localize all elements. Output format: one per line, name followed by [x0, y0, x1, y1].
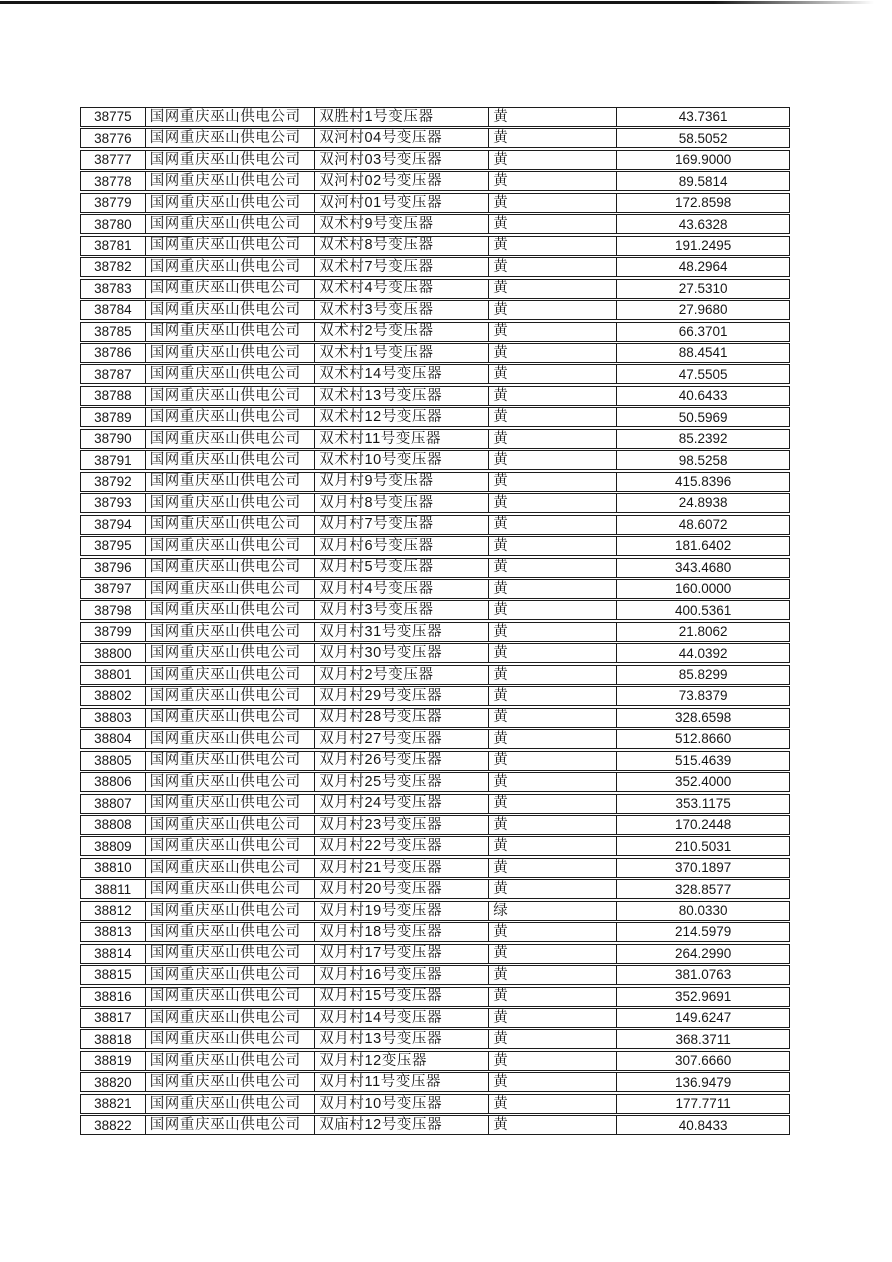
- table-row: [80, 1008, 790, 1028]
- value-cell: 43.6328: [678, 216, 728, 232]
- table-row: [80, 364, 790, 384]
- company-cell: 国网重庆巫山供电公司: [146, 559, 316, 577]
- record-id-cell: 38814: [81, 945, 146, 963]
- table-row: [80, 944, 790, 964]
- table-row: [80, 987, 790, 1007]
- record-id-cell: 38782: [81, 258, 146, 276]
- record-id-cell: 38789: [81, 408, 146, 426]
- status-cell: 黄: [489, 151, 617, 169]
- status-cell: 黄: [489, 730, 617, 748]
- transformer-name-cell: 双河村02号变压器: [315, 172, 489, 190]
- status-cell: 黄: [489, 323, 617, 341]
- transformer-name-cell: 双月村23号变压器: [315, 816, 489, 834]
- company-cell: 国网重庆巫山供电公司: [146, 451, 316, 469]
- record-id-cell: 38820: [81, 1073, 146, 1091]
- value-cell: 73.8379: [678, 688, 728, 704]
- record-id-cell: 38793: [81, 494, 146, 512]
- status-cell: 黄: [489, 752, 617, 770]
- status-cell: 黄: [489, 709, 617, 727]
- value-cell: 66.3701: [678, 323, 728, 339]
- table-row: [80, 686, 790, 706]
- company-cell: 国网重庆巫山供电公司: [146, 323, 316, 341]
- value-cell: 27.9680: [678, 302, 728, 318]
- value-cell: 50.5969: [678, 409, 728, 425]
- company-cell: 国网重庆巫山供电公司: [146, 516, 316, 534]
- company-cell: 国网重庆巫山供电公司: [146, 172, 316, 190]
- company-cell: 国网重庆巫山供电公司: [146, 816, 316, 834]
- table-row: [80, 836, 790, 856]
- value-cell: 48.2964: [678, 259, 728, 275]
- table-row: [80, 450, 790, 470]
- table-row: [80, 536, 790, 556]
- table-row: [80, 1051, 790, 1071]
- company-cell: 国网重庆巫山供电公司: [146, 601, 316, 619]
- status-cell: 黄: [489, 537, 617, 555]
- value-cell: 48.6072: [678, 516, 728, 532]
- record-id-cell: 38809: [81, 837, 146, 855]
- table-row: [80, 407, 790, 427]
- status-cell: 黄: [489, 129, 617, 147]
- table-row: [80, 794, 790, 814]
- value-cell: 352.9691: [674, 988, 732, 1004]
- value-cell: 328.8577: [674, 881, 732, 897]
- company-cell: 国网重庆巫山供电公司: [146, 988, 316, 1006]
- table-row: [80, 128, 790, 148]
- value-cell: 343.4680: [674, 559, 732, 575]
- company-cell: 国网重庆巫山供电公司: [146, 1095, 316, 1113]
- table-row: [80, 643, 790, 663]
- table-row: [80, 1094, 790, 1114]
- record-id-cell: 38775: [81, 108, 146, 126]
- company-cell: 国网重庆巫山供电公司: [146, 1052, 316, 1070]
- record-id-cell: 38822: [81, 1116, 146, 1134]
- value-cell: 353.1175: [675, 795, 731, 811]
- status-cell: 黄: [489, 408, 617, 426]
- record-id-cell: 38804: [81, 730, 146, 748]
- company-cell: 国网重庆巫山供电公司: [146, 1030, 316, 1048]
- transformer-name-cell: 双术村1号变压器: [315, 344, 489, 362]
- record-id-cell: 38797: [81, 580, 146, 598]
- status-cell: 黄: [489, 1095, 617, 1113]
- transformer-name-cell: 双月村18号变压器: [315, 923, 489, 941]
- status-cell: 黄: [489, 1052, 617, 1070]
- company-cell: 国网重庆巫山供电公司: [146, 837, 316, 855]
- value-cell: 307.6660: [674, 1053, 732, 1069]
- status-cell: 黄: [489, 644, 617, 662]
- status-cell: 黄: [489, 966, 617, 984]
- top-border-line: [0, 1, 892, 4]
- table-row: [80, 322, 790, 342]
- value-cell: 264.2990: [674, 945, 732, 961]
- company-cell: 国网重庆巫山供电公司: [146, 151, 316, 169]
- record-id-cell: 38776: [81, 129, 146, 147]
- table-row: [80, 622, 790, 642]
- record-id-cell: 38810: [81, 859, 146, 877]
- record-id-cell: 38817: [81, 1009, 146, 1027]
- value-cell: 328.6598: [674, 709, 732, 725]
- table-row: [80, 665, 790, 685]
- value-cell: 160.0000: [674, 581, 732, 597]
- company-cell: 国网重庆巫山供电公司: [146, 430, 316, 448]
- record-id-cell: 38808: [81, 816, 146, 834]
- value-cell: 43.7361: [678, 109, 728, 125]
- table-row: [80, 1072, 790, 1092]
- value-cell: 149.6247: [674, 1010, 732, 1026]
- record-id-cell: 38803: [81, 709, 146, 727]
- record-id-cell: 38801: [81, 666, 146, 684]
- transformer-name-cell: 双月村14号变压器: [315, 1009, 489, 1027]
- record-id-cell: 38780: [81, 215, 146, 233]
- transformer-name-cell: 双术村9号变压器: [315, 215, 489, 233]
- company-cell: 国网重庆巫山供电公司: [146, 215, 316, 233]
- status-cell: 黄: [489, 365, 617, 383]
- company-cell: 国网重庆巫山供电公司: [146, 344, 316, 362]
- value-cell: 169.9000: [674, 152, 732, 168]
- company-cell: 国网重庆巫山供电公司: [146, 494, 316, 512]
- transformer-name-cell: 双月村26号变压器: [315, 752, 489, 770]
- value-cell: 177.7711: [675, 1096, 731, 1112]
- status-cell: 黄: [489, 601, 617, 619]
- record-id-cell: 38783: [81, 280, 146, 298]
- company-cell: 国网重庆巫山供电公司: [146, 709, 316, 727]
- company-cell: 国网重庆巫山供电公司: [146, 194, 316, 212]
- transformer-name-cell: 双月村13号变压器: [315, 1030, 489, 1048]
- status-cell: 黄: [489, 494, 617, 512]
- value-cell: 40.6433: [678, 388, 728, 404]
- transformer-name-cell: 双术村2号变压器: [315, 323, 489, 341]
- transformer-name-cell: 双月村28号变压器: [315, 709, 489, 727]
- company-cell: 国网重庆巫山供电公司: [146, 537, 316, 555]
- value-cell: 370.1897: [674, 860, 732, 876]
- status-cell: 黄: [489, 580, 617, 598]
- table-row: [80, 1115, 790, 1135]
- value-cell: 21.8062: [678, 624, 728, 640]
- transformer-name-cell: 双月村6号变压器: [315, 537, 489, 555]
- table-row: [80, 965, 790, 985]
- value-cell: 47.5505: [678, 366, 728, 382]
- value-cell: 85.8299: [678, 667, 728, 683]
- value-cell: 40.8433: [678, 1117, 728, 1133]
- record-id-cell: 38807: [81, 795, 146, 813]
- company-cell: 国网重庆巫山供电公司: [146, 387, 316, 405]
- table-row: [80, 879, 790, 899]
- record-id-cell: 38781: [81, 237, 146, 255]
- transformer-name-cell: 双月村7号变压器: [315, 516, 489, 534]
- transformer-name-cell: 双月村11号变压器: [315, 1073, 489, 1091]
- value-cell: 191.2495: [674, 237, 732, 253]
- record-id-cell: 38792: [81, 473, 146, 491]
- value-cell: 181.6402: [674, 538, 732, 554]
- table-row: [80, 901, 790, 921]
- company-cell: 国网重庆巫山供电公司: [146, 365, 316, 383]
- record-id-cell: 38819: [81, 1052, 146, 1070]
- company-cell: 国网重庆巫山供电公司: [146, 730, 316, 748]
- status-cell: 黄: [489, 687, 617, 705]
- record-id-cell: 38813: [81, 923, 146, 941]
- value-cell: 58.5052: [678, 130, 728, 146]
- table-row: [80, 429, 790, 449]
- company-cell: 国网重庆巫山供电公司: [146, 1009, 316, 1027]
- record-id-cell: 38818: [81, 1030, 146, 1048]
- status-cell: 黄: [489, 945, 617, 963]
- value-cell: 352.4000: [674, 774, 732, 790]
- value-cell: 512.8660: [674, 731, 732, 747]
- record-id-cell: 38777: [81, 151, 146, 169]
- table-row: [80, 815, 790, 835]
- status-cell: 黄: [489, 194, 617, 212]
- transformer-name-cell: 双月村4号变压器: [315, 580, 489, 598]
- company-cell: 国网重庆巫山供电公司: [146, 859, 316, 877]
- company-cell: 国网重庆巫山供电公司: [146, 473, 316, 491]
- value-cell: 98.5258: [678, 452, 728, 468]
- record-id-cell: 38790: [81, 430, 146, 448]
- company-cell: 国网重庆巫山供电公司: [146, 580, 316, 598]
- company-cell: 国网重庆巫山供电公司: [146, 408, 316, 426]
- status-cell: 黄: [489, 666, 617, 684]
- transformer-table: [80, 107, 790, 1137]
- record-id-cell: 38798: [81, 601, 146, 619]
- record-id-cell: 38785: [81, 323, 146, 341]
- transformer-name-cell: 双月村20号变压器: [315, 880, 489, 898]
- value-cell: 80.0330: [678, 903, 728, 919]
- record-id-cell: 38816: [81, 988, 146, 1006]
- company-cell: 国网重庆巫山供电公司: [146, 129, 316, 147]
- table-row: [80, 193, 790, 213]
- status-cell: 黄: [489, 258, 617, 276]
- company-cell: 国网重庆巫山供电公司: [146, 902, 316, 920]
- status-cell: 黄: [489, 172, 617, 190]
- company-cell: 国网重庆巫山供电公司: [146, 687, 316, 705]
- value-cell: 400.5361: [674, 602, 732, 618]
- transformer-name-cell: 双月村15号变压器: [315, 988, 489, 1006]
- status-cell: 黄: [489, 473, 617, 491]
- record-id-cell: 38779: [81, 194, 146, 212]
- transformer-name-cell: 双术村11号变压器: [315, 430, 489, 448]
- status-cell: 黄: [489, 837, 617, 855]
- company-cell: 国网重庆巫山供电公司: [146, 301, 316, 319]
- table-row: [80, 386, 790, 406]
- company-cell: 国网重庆巫山供电公司: [146, 237, 316, 255]
- value-cell: 88.4541: [678, 345, 728, 361]
- status-cell: 黄: [489, 859, 617, 877]
- table-row: [80, 279, 790, 299]
- table-row: [80, 493, 790, 513]
- table-row: [80, 171, 790, 191]
- record-id-cell: 38788: [81, 387, 146, 405]
- company-cell: 国网重庆巫山供电公司: [146, 923, 316, 941]
- value-cell: 85.2392: [678, 431, 728, 447]
- table-row: [80, 472, 790, 492]
- status-cell: 黄: [489, 215, 617, 233]
- transformer-name-cell: 双月村27号变压器: [315, 730, 489, 748]
- record-id-cell: 38811: [81, 880, 146, 898]
- value-cell: 172.8598: [674, 195, 732, 211]
- table-row: [80, 558, 790, 578]
- value-cell: 210.5031: [674, 838, 732, 854]
- status-cell: 黄: [489, 1073, 617, 1091]
- value-cell: 136.9479: [674, 1074, 732, 1090]
- company-cell: 国网重庆巫山供电公司: [146, 666, 316, 684]
- value-cell: 89.5814: [678, 173, 728, 189]
- transformer-name-cell: 双河村04号变压器: [315, 129, 489, 147]
- record-id-cell: 38787: [81, 365, 146, 383]
- transformer-name-cell: 双月村16号变压器: [315, 966, 489, 984]
- transformer-name-cell: 双月村25号变压器: [315, 773, 489, 791]
- status-cell: 黄: [489, 773, 617, 791]
- record-id-cell: 38802: [81, 687, 146, 705]
- transformer-name-cell: 双月村19号变压器: [315, 902, 489, 920]
- transformer-name-cell: 双术村12号变压器: [315, 408, 489, 426]
- transformer-name-cell: 双胜村1号变压器: [315, 108, 489, 126]
- status-cell: 黄: [489, 344, 617, 362]
- transformer-name-cell: 双月村12变压器: [315, 1052, 489, 1070]
- company-cell: 国网重庆巫山供电公司: [146, 1073, 316, 1091]
- transformer-name-cell: 双术村4号变压器: [315, 280, 489, 298]
- table-row: [80, 579, 790, 599]
- value-cell: 515.4639: [674, 752, 732, 768]
- value-cell: 44.0392: [678, 645, 728, 661]
- value-cell: 24.8938: [678, 495, 728, 511]
- company-cell: 国网重庆巫山供电公司: [146, 623, 316, 641]
- value-cell: 415.8396: [674, 473, 732, 489]
- record-id-cell: 38784: [81, 301, 146, 319]
- transformer-name-cell: 双河村03号变压器: [315, 151, 489, 169]
- record-id-cell: 38799: [81, 623, 146, 641]
- table-row: [80, 751, 790, 771]
- table-row: [80, 858, 790, 878]
- table-row: [80, 107, 790, 127]
- transformer-name-cell: 双月村2号变压器: [315, 666, 489, 684]
- record-id-cell: 38794: [81, 516, 146, 534]
- status-cell: 黄: [489, 280, 617, 298]
- status-cell: 黄: [489, 516, 617, 534]
- value-cell: 368.3711: [675, 1031, 731, 1047]
- status-cell: 黄: [489, 923, 617, 941]
- company-cell: 国网重庆巫山供电公司: [146, 644, 316, 662]
- table-row: [80, 515, 790, 535]
- table-row: [80, 343, 790, 363]
- status-cell: 黄: [489, 1116, 617, 1134]
- record-id-cell: 38806: [81, 773, 146, 791]
- status-cell: 黄: [489, 880, 617, 898]
- status-cell: 黄: [489, 108, 617, 126]
- transformer-name-cell: 双月村9号变压器: [315, 473, 489, 491]
- company-cell: 国网重庆巫山供电公司: [146, 280, 316, 298]
- record-id-cell: 38796: [81, 559, 146, 577]
- transformer-name-cell: 双月村21号变压器: [315, 859, 489, 877]
- transformer-name-cell: 双月村3号变压器: [315, 601, 489, 619]
- table-row: [80, 257, 790, 277]
- status-cell: 黄: [489, 301, 617, 319]
- record-id-cell: 38786: [81, 344, 146, 362]
- record-id-cell: 38800: [81, 644, 146, 662]
- record-id-cell: 38815: [81, 966, 146, 984]
- transformer-name-cell: 双月村8号变压器: [315, 494, 489, 512]
- status-cell: 黄: [489, 816, 617, 834]
- company-cell: 国网重庆巫山供电公司: [146, 752, 316, 770]
- company-cell: 国网重庆巫山供电公司: [146, 773, 316, 791]
- company-cell: 国网重庆巫山供电公司: [146, 880, 316, 898]
- table-row: [80, 150, 790, 170]
- company-cell: 国网重庆巫山供电公司: [146, 795, 316, 813]
- status-cell: 黄: [489, 451, 617, 469]
- status-cell: 黄: [489, 430, 617, 448]
- status-cell: 黄: [489, 237, 617, 255]
- transformer-name-cell: 双术村14号变压器: [315, 365, 489, 383]
- status-cell: 黄: [489, 795, 617, 813]
- table-row: [80, 772, 790, 792]
- table-row: [80, 922, 790, 942]
- transformer-name-cell: 双术村3号变压器: [315, 301, 489, 319]
- table-row: [80, 236, 790, 256]
- transformer-name-cell: 双月村5号变压器: [315, 559, 489, 577]
- table-row: [80, 729, 790, 749]
- table-row: [80, 600, 790, 620]
- company-cell: 国网重庆巫山供电公司: [146, 1116, 316, 1134]
- table-row: [80, 214, 790, 234]
- record-id-cell: 38821: [81, 1095, 146, 1113]
- company-cell: 国网重庆巫山供电公司: [146, 945, 316, 963]
- value-cell: 27.5310: [678, 280, 728, 296]
- status-cell: 黄: [489, 559, 617, 577]
- table-row: [80, 708, 790, 728]
- status-cell: 黄: [489, 988, 617, 1006]
- status-cell: 黄: [489, 387, 617, 405]
- company-cell: 国网重庆巫山供电公司: [146, 966, 316, 984]
- transformer-name-cell: 双月村22号变压器: [315, 837, 489, 855]
- record-id-cell: 38812: [81, 902, 146, 920]
- transformer-name-cell: 双月村31号变压器: [315, 623, 489, 641]
- status-cell: 黄: [489, 623, 617, 641]
- transformer-name-cell: 双月村29号变压器: [315, 687, 489, 705]
- status-cell: 黄: [489, 1030, 617, 1048]
- value-cell: 214.5979: [674, 924, 732, 940]
- company-cell: 国网重庆巫山供电公司: [146, 258, 316, 276]
- transformer-name-cell: 双月村30号变压器: [315, 644, 489, 662]
- transformer-name-cell: 双术村13号变压器: [315, 387, 489, 405]
- status-cell: 绿: [489, 902, 617, 920]
- table-row: [80, 1029, 790, 1049]
- transformer-name-cell: 双庙村12号变压器: [315, 1116, 489, 1134]
- record-id-cell: 38791: [81, 451, 146, 469]
- transformer-name-cell: 双月村24号变压器: [315, 795, 489, 813]
- transformer-name-cell: 双术村10号变压器: [315, 451, 489, 469]
- transformer-name-cell: 双河村01号变压器: [315, 194, 489, 212]
- value-cell: 381.0763: [674, 967, 732, 983]
- transformer-name-cell: 双术村8号变压器: [315, 237, 489, 255]
- record-id-cell: 38795: [81, 537, 146, 555]
- status-cell: 黄: [489, 1009, 617, 1027]
- record-id-cell: 38778: [81, 172, 146, 190]
- table-row: [80, 300, 790, 320]
- transformer-name-cell: 双月村10号变压器: [315, 1095, 489, 1113]
- transformer-name-cell: 双术村7号变压器: [315, 258, 489, 276]
- value-cell: 170.2448: [674, 817, 732, 833]
- transformer-name-cell: 双月村17号变压器: [315, 945, 489, 963]
- record-id-cell: 38805: [81, 752, 146, 770]
- company-cell: 国网重庆巫山供电公司: [146, 108, 316, 126]
